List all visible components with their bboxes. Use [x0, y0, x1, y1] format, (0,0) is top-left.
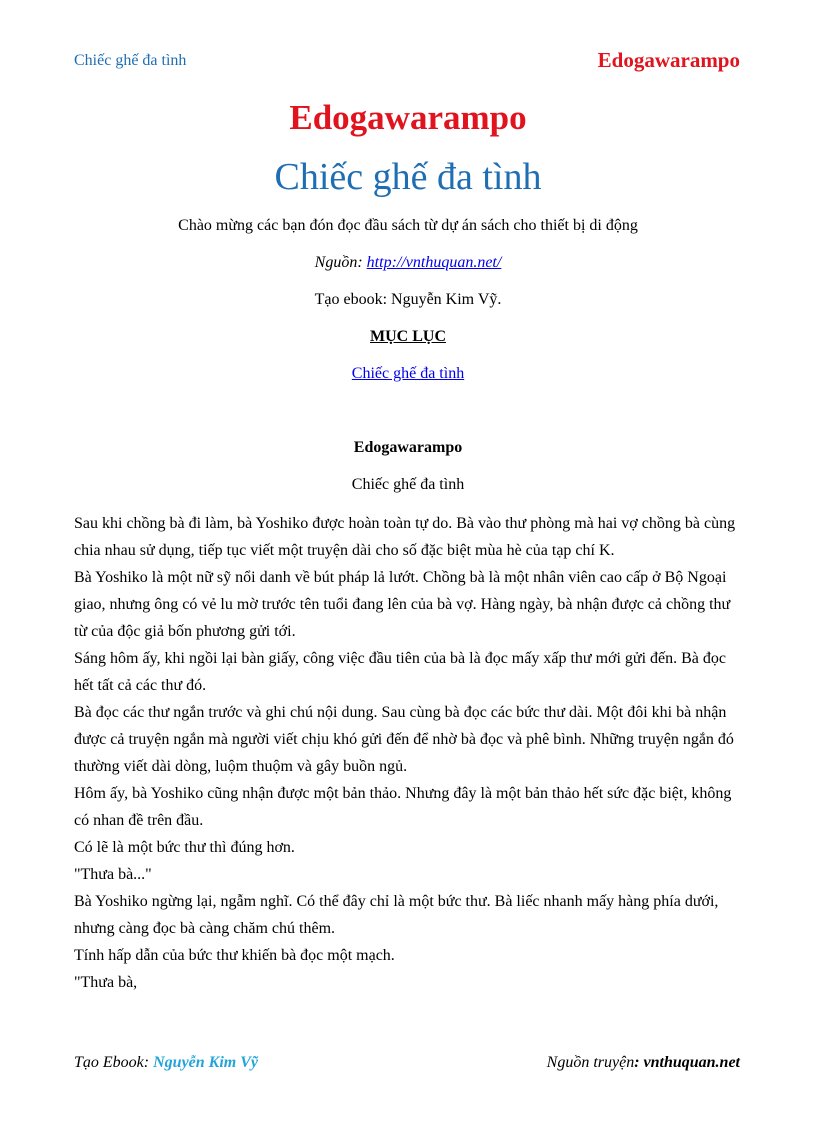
page-footer — [74, 1054, 740, 1078]
chapter-title: Chiếc ghế đa tình — [351, 476, 465, 493]
author-title: Edogawarampo — [289, 98, 527, 137]
welcome-text: Chào mừng các bạn đón đọc đầu sách từ dự án sách cho thiết bị di động — [178, 217, 638, 234]
paragraph: Sau khi chồng bà đi làm, bà Yoshiko được hoàn toàn tự do. Bà vào thư phòng mà hai vợ chồng bà cùng chia nhau sử dụng, tiếp tục viết một truyện dài cho số đặc biệt mùa hè của tạp chí K. — [74, 515, 736, 559]
source-link[interactable]: http://vnthuquan.net/ — [366, 254, 502, 271]
paragraph: "Thưa bà, — [74, 974, 138, 991]
chapter-author: Edogawarampo — [353, 439, 463, 456]
footer-source-site: vnthuquan.net — [643, 1054, 740, 1071]
footer-ebook-label: Tạo Ebook — [74, 1054, 144, 1071]
paragraph: Bà đọc các thư ngắn trước và ghi chú nội dung. Sau cùng bà đọc các bức thư dài. Một đôi khi bà nhận được cả truyện ngắn mà người viết chịu khó gửi đến để nhờ bà đọc và phê bình. Những truyện ngắn đó thường viết dài dòng, luộm thuộm và gây buồn ngủ. — [74, 704, 734, 775]
chapter-body — [74, 510, 744, 996]
paragraph: Sáng hôm ấy, khi ngồi lại bàn giấy, công việc đầu tiên của bà là đọc mấy xấp thư mới gửi đến. Bà đọc hết tất cả các thư đó. — [74, 650, 727, 694]
paragraph: Bà Yoshiko ngừng lại, ngẫm nghĩ. Có thể đây chỉ là một bức thư. Bà liếc nhanh mấy hàng phía dưới, nhưng càng đọc bà càng chăm chú thêm. — [74, 893, 719, 937]
header-author: Edogawarampo — [597, 48, 740, 72]
ebook-credit: Tạo ebook: Nguyễn Kim Vỹ. — [314, 291, 502, 308]
paragraph: Hôm ấy, bà Yoshiko cũng nhận được một bản thảo. Nhưng đây là một bản thảo hết sức đặc biệt, không có nhan đề trên đầu. — [74, 785, 732, 829]
book-title: Chiếc ghế đa tình — [274, 156, 542, 198]
paragraph: Tính hấp dẫn của bức thư khiến bà đọc một mạch. — [74, 947, 395, 964]
source-line — [0, 253, 816, 273]
footer-source-label: Nguồn truyện — [546, 1054, 635, 1071]
paragraph: Bà Yoshiko là một nữ sỹ nổi danh về bút pháp lả lướt. Chồng bà là một nhân viên cao cấp ở Bộ Ngoại giao, nhưng ông có vẻ lu mờ trước tên tuổi đang lên của bà vợ. Hàng ngày, bà nhận được cả chồng thư từ của độc giả bốn phương gửi tới. — [74, 569, 731, 640]
toc-heading: MỤC LỤC — [370, 328, 446, 345]
source-label: Nguồn: — [314, 254, 367, 271]
page-header — [74, 50, 740, 76]
footer-ebook-separator: : — [143, 1054, 154, 1071]
paragraph: Có lẽ là một bức thư thì đúng hơn. — [74, 839, 295, 856]
footer-ebook-credit — [74, 1054, 258, 1072]
paragraph: "Thưa bà..." — [74, 866, 152, 883]
toc-item-link[interactable]: Chiếc ghế đa tình — [351, 365, 465, 382]
footer-source-separator: : — [634, 1054, 644, 1071]
footer-source — [547, 1054, 740, 1072]
footer-ebook-name: Nguyễn Kim Vỹ — [153, 1054, 258, 1071]
toc-list — [0, 364, 816, 384]
header-book-title: Chiếc ghế đa tình — [74, 52, 187, 69]
